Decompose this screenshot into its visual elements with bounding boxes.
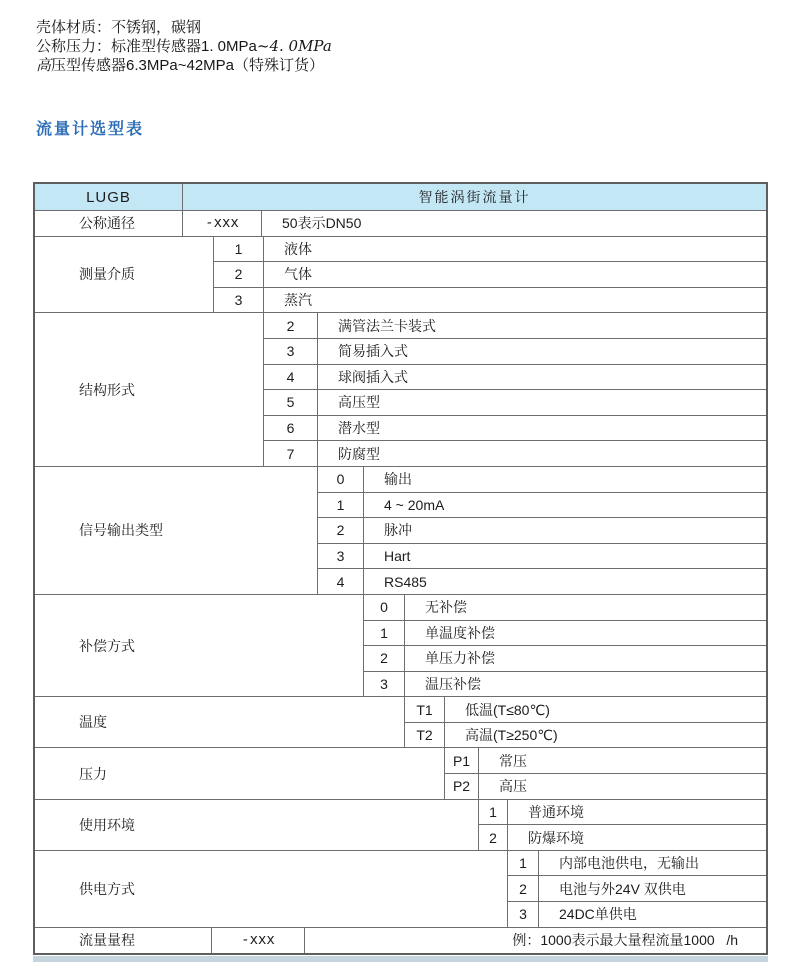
option-code: 4: [318, 569, 364, 594]
product-name-cell: 智能涡街流量计: [418, 189, 531, 205]
option-row: [445, 748, 766, 774]
option-code: 0: [318, 467, 364, 492]
option-description: 高压: [499, 778, 527, 795]
option-row: [318, 518, 766, 544]
table-group: [35, 697, 766, 748]
option-code: 6: [264, 416, 318, 441]
group-label: 供电方式: [35, 851, 508, 928]
group-options: [479, 800, 766, 851]
group-label: 结构形式: [35, 313, 264, 467]
option-code: 2: [508, 876, 539, 901]
option-code: P1: [445, 748, 479, 773]
option-code: -xxx: [183, 211, 262, 236]
option-description: Hart: [384, 548, 411, 565]
option-row: [508, 851, 766, 877]
table-group: [35, 851, 766, 928]
option-description: 高压型: [338, 394, 380, 411]
option-description: RS485: [384, 573, 427, 590]
option-code: 4: [264, 365, 318, 390]
group-options: [318, 467, 766, 595]
option-code: 1: [214, 237, 264, 262]
group-label: 使用环境: [35, 800, 479, 851]
option-code: 2: [318, 518, 364, 543]
option-row: [264, 313, 766, 339]
table-group: [35, 595, 766, 697]
option-row: [318, 467, 766, 493]
option-description: 4 ~ 20mA: [384, 496, 445, 513]
option-description: 输出: [384, 471, 412, 488]
option-description: 潜水型: [338, 420, 380, 437]
option-code: P2: [445, 774, 479, 799]
table-header-row: [35, 184, 766, 211]
group-label: 流量量程: [35, 928, 212, 954]
option-row: [405, 697, 766, 723]
option-code: 2: [264, 313, 318, 338]
model-code-cell: LUGB: [35, 184, 183, 210]
option-description: 脉冲: [384, 522, 412, 539]
option-row: [264, 416, 766, 442]
option-code: 1: [479, 800, 508, 825]
option-row: [364, 595, 766, 621]
option-code: 5: [264, 390, 318, 415]
option-row: [364, 672, 766, 698]
option-description: 24DC单供电: [559, 906, 637, 923]
option-row: [264, 339, 766, 365]
group-label: 温度: [35, 697, 405, 748]
option-code: T2: [405, 723, 445, 748]
option-description: 无补偿: [425, 599, 467, 616]
option-code: 7: [264, 441, 318, 466]
group-options: [405, 697, 766, 748]
option-row: [264, 365, 766, 391]
group-options: [183, 211, 766, 237]
handwritten-range: ~4. 0MPa: [256, 37, 332, 55]
option-description: 满管法兰卡装式: [338, 317, 436, 334]
option-row: [508, 876, 766, 902]
option-code: 2: [364, 646, 405, 671]
option-description: 简易插入式: [338, 343, 408, 360]
option-description: 蒸汽: [284, 292, 312, 309]
option-description: 单压力补偿: [425, 650, 495, 667]
note-nominal-pressure: 公称压力：标准型传感器1. 0MPa~4. 0MPa: [36, 37, 332, 55]
option-description: 50表示DN50: [282, 215, 362, 232]
option-code: 3: [214, 288, 264, 313]
option-code: 3: [318, 544, 364, 569]
option-code: T1: [405, 697, 445, 722]
option-row: [445, 774, 766, 800]
option-row: [318, 569, 766, 595]
option-description: 普通环境: [528, 803, 584, 820]
option-row: [479, 825, 766, 851]
option-row: [264, 441, 766, 467]
option-code: 1: [318, 493, 364, 518]
option-description: 低温(T≤80℃): [465, 701, 550, 718]
option-description: 气体: [284, 266, 312, 283]
option-row: [508, 902, 766, 928]
option-row: [405, 723, 766, 749]
option-description: 常压: [499, 752, 527, 769]
option-code: 1: [508, 851, 539, 876]
group-options: [212, 928, 766, 954]
note-high-pressure: 高压型传感器6.3MPa~42MPa（特殊订货）: [36, 56, 324, 74]
option-description: 防爆环境: [528, 829, 584, 846]
table-group: [35, 237, 766, 314]
option-code: 3: [508, 902, 539, 927]
group-options: [364, 595, 766, 697]
option-code: 0: [364, 595, 405, 620]
option-row: [214, 237, 766, 263]
option-description: 液体: [284, 240, 312, 257]
option-row: [479, 800, 766, 826]
note-shell-material: 壳体材质：不锈钢，碳钢: [36, 19, 202, 36]
option-row: [364, 646, 766, 672]
section-title: 流量计选型表: [36, 121, 145, 138]
selection-table: [33, 182, 768, 955]
bottom-divider-bar: [33, 956, 768, 962]
option-row: [318, 493, 766, 519]
option-code: 3: [364, 672, 405, 697]
option-description: 球阀插入式: [338, 368, 408, 385]
table-body: [35, 211, 766, 953]
option-code: -xxx: [212, 928, 305, 954]
group-label: 压力: [35, 748, 445, 799]
group-options: [508, 851, 766, 928]
option-row: [318, 544, 766, 570]
group-label: 补偿方式: [35, 595, 364, 697]
group-options: [264, 313, 766, 467]
table-group: [35, 928, 766, 954]
option-code: 1: [364, 621, 405, 646]
option-description: 单温度补偿: [425, 624, 495, 641]
option-description: 温压补偿: [425, 675, 481, 692]
option-row: [264, 390, 766, 416]
option-description: 防腐型: [338, 445, 380, 462]
group-label: 信号输出类型: [35, 467, 318, 595]
spec-notes: [36, 18, 332, 75]
group-options: [445, 748, 766, 799]
handwritten-char: 高: [36, 56, 52, 74]
table-group: [35, 748, 766, 799]
group-options: [214, 237, 766, 314]
option-code: 3: [264, 339, 318, 364]
group-label: 测量介质: [35, 237, 214, 314]
option-code: 2: [479, 825, 508, 850]
option-row: [214, 262, 766, 288]
option-row: [212, 928, 766, 954]
table-group: [35, 467, 766, 595]
option-description: 内部电池供电，无输出: [559, 855, 699, 872]
table-group: [35, 313, 766, 467]
option-code: 2: [214, 262, 264, 287]
table-group: [35, 211, 766, 237]
option-description: 电池与外24V 双供电: [559, 880, 686, 897]
option-row: [364, 621, 766, 647]
option-description: 例：1000表示最大量程流量1000 /h: [512, 932, 738, 949]
option-description: 高温(T≥250℃): [465, 727, 558, 744]
option-row: [214, 288, 766, 314]
group-label: 公称通径: [35, 211, 183, 237]
table-group: [35, 800, 766, 851]
option-row: [183, 211, 766, 237]
